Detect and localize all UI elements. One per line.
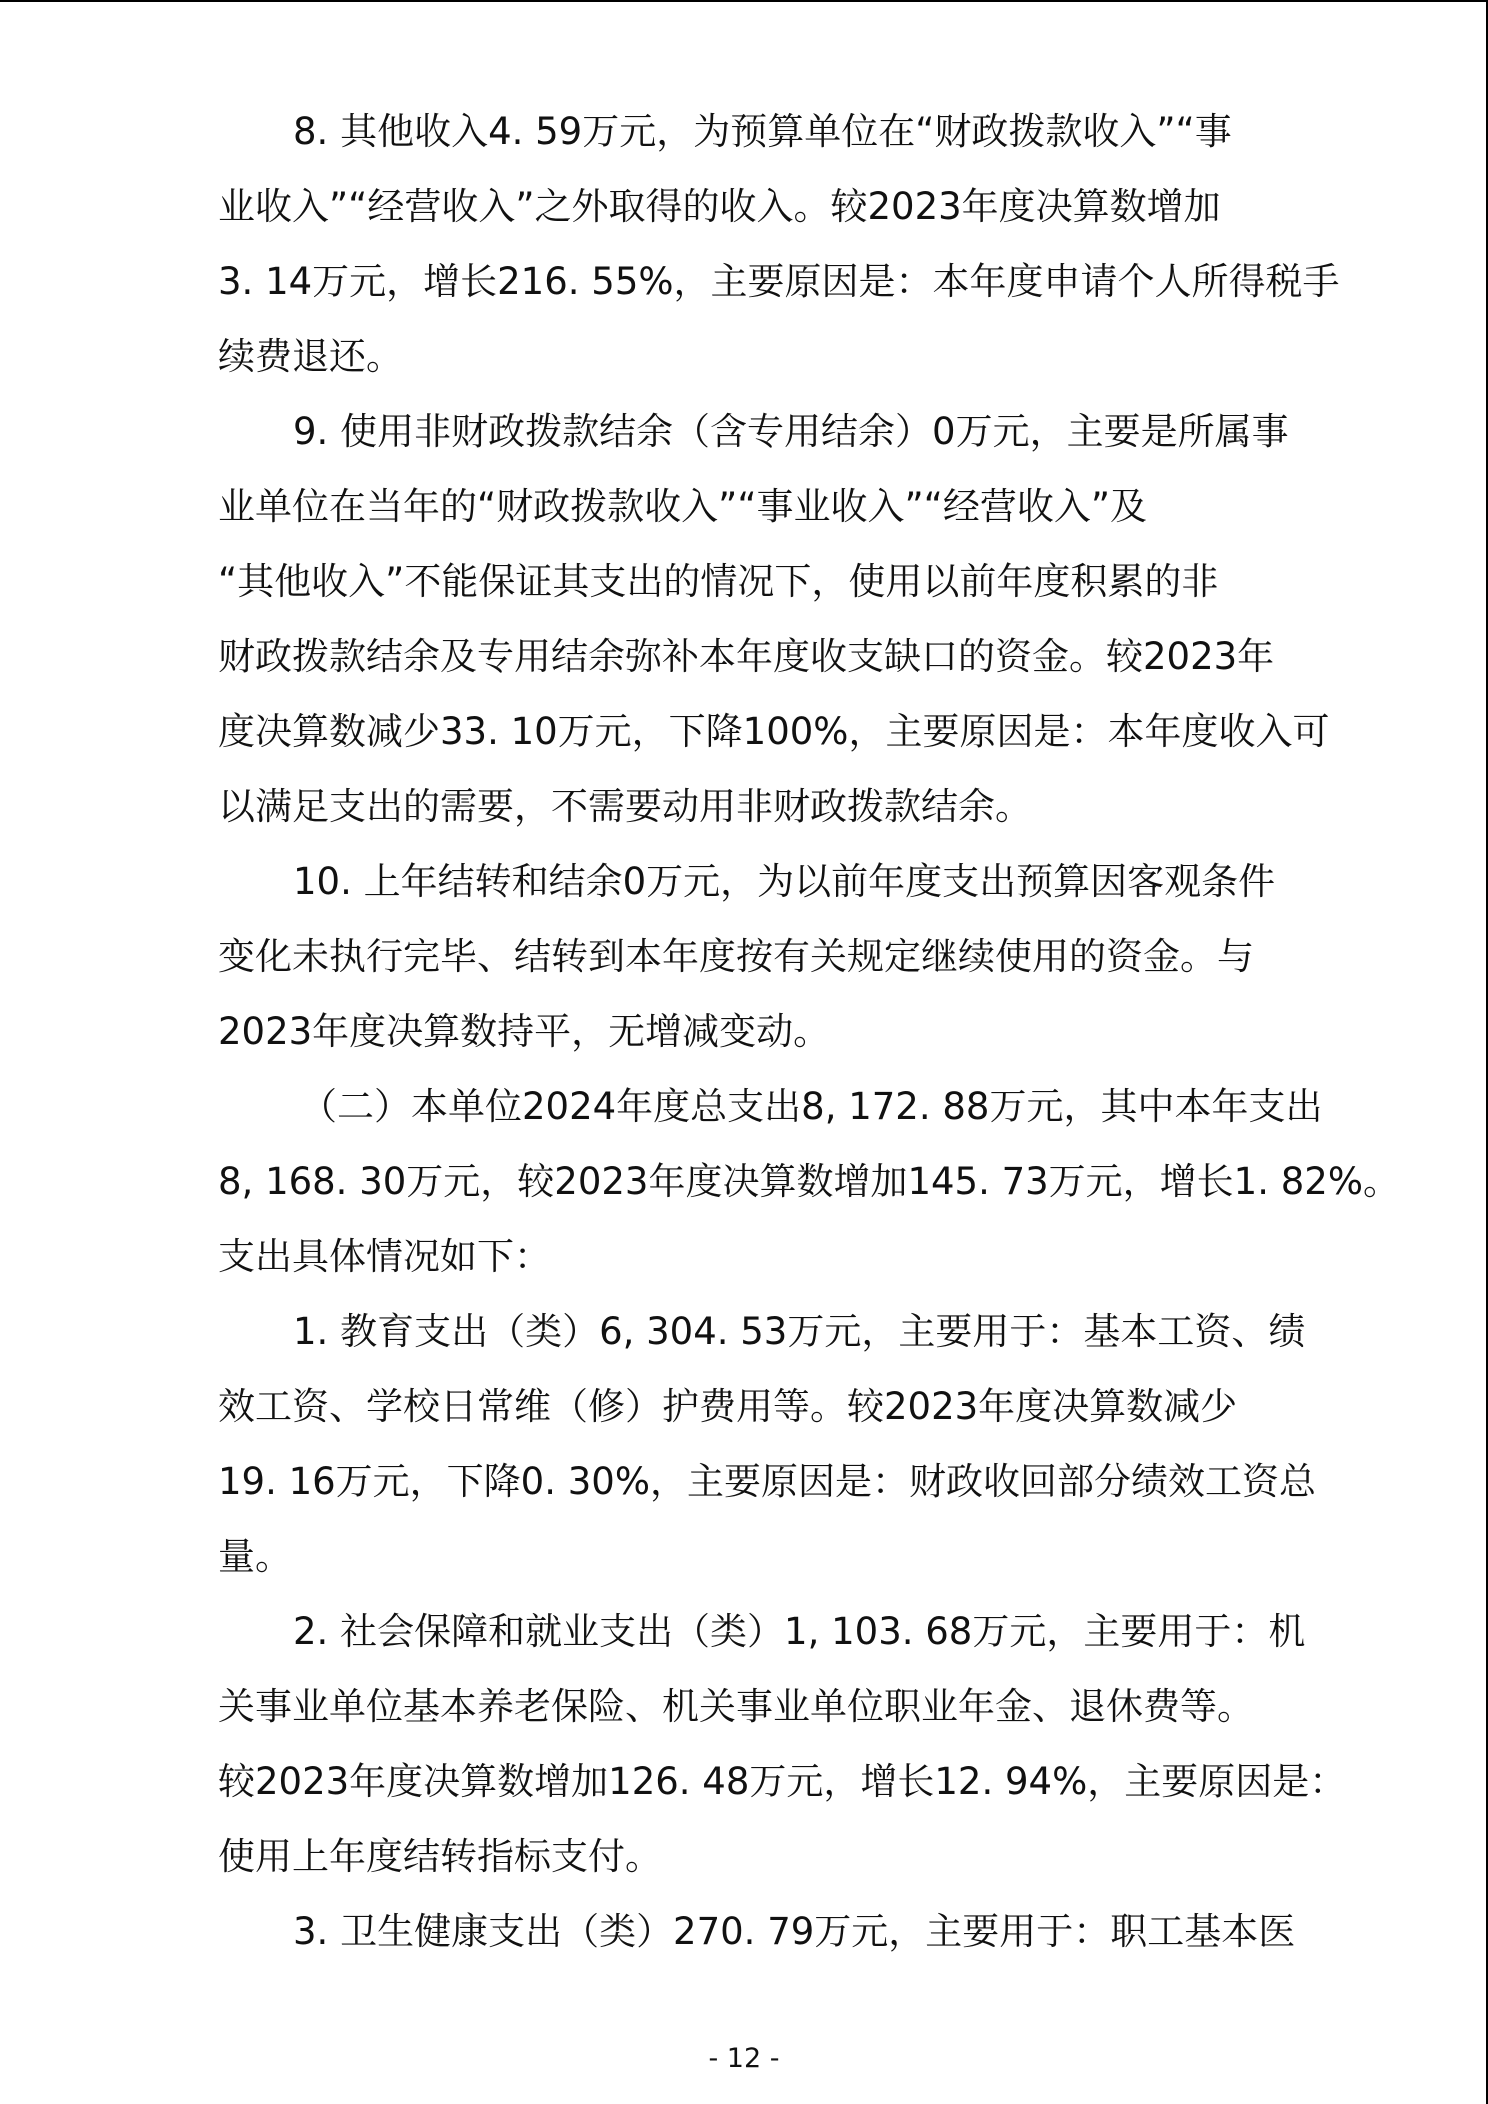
paragraph-line: （二）本单位2024年度总支出8, 172. 88万元，其中本年支出 [300, 1085, 1323, 1128]
paragraph-line: 业单位在当年的“财政拨款收入”“事业收入”“经营收入”及 [218, 485, 1148, 528]
paragraph-line: 8. 其他收入4. 59万元，为预算单位在“财政拨款收入”“事 [293, 110, 1232, 153]
paragraph-line: 以满足支出的需要，不需要动用非财政拨款结余。 [218, 785, 1032, 828]
paragraph-line: 续费退还。 [218, 335, 403, 378]
paragraph-line: 3. 14万元，增长216. 55%，主要原因是：本年度申请个人所得税手 [218, 260, 1340, 303]
paragraph-line: 量。 [218, 1535, 292, 1578]
paragraph-line: 10. 上年结转和结余0万元，为以前年度支出预算因客观条件 [293, 860, 1276, 903]
body-text [218, 94, 1400, 1969]
paragraph-line: 2. 社会保障和就业支出（类）1, 103. 68万元，主要用于：机 [293, 1610, 1306, 1653]
paragraph-line: 财政拨款结余及专用结余弥补本年度收支缺口的资金。较2023年 [218, 635, 1275, 678]
paragraph-line: 变化未执行完毕、结转到本年度按有关规定继续使用的资金。与 [218, 935, 1254, 978]
paragraph-line: 关事业单位基本养老保险、机关事业单位职业年金、退休费等。 [218, 1685, 1254, 1728]
paragraph-line: 8, 168. 30万元，较2023年度决算数增加145. 73万元，增长1. 82%。 [218, 1160, 1400, 1203]
page-number: - 12 - [708, 2043, 780, 2074]
paragraph-line: 9. 使用非财政拨款结余（含专用结余）0万元，主要是所属事 [293, 410, 1289, 453]
paragraph-line: 效工资、学校日常维（修）护费用等。较2023年度决算数减少 [218, 1385, 1238, 1428]
paragraph-line: 1. 教育支出（类）6, 304. 53万元，主要用于：基本工资、绩 [293, 1310, 1306, 1353]
paragraph-line: 3. 卫生健康支出（类）270. 79万元，主要用于：职工基本医 [293, 1910, 1296, 1953]
paragraph-line: 2023年度决算数持平，无增减变动。 [218, 1010, 831, 1053]
paragraph-line: “其他收入”不能保证其支出的情况下，使用以前年度积累的非 [218, 560, 1219, 603]
paragraph-line: 度决算数减少33. 10万元，下降100%，主要原因是：本年度收入可 [218, 710, 1330, 753]
paragraph-line: 支出具体情况如下： [218, 1235, 551, 1278]
paragraph-line: 使用上年度结转指标支付。 [218, 1835, 662, 1878]
paragraph-line: 较2023年度决算数增加126. 48万元，增长12. 94%，主要原因是： [218, 1760, 1347, 1803]
paragraph-line: 业收入”“经营收入”之外取得的收入。较2023年度决算数增加 [218, 185, 1221, 228]
paragraph-line: 19. 16万元，下降0. 30%，主要原因是：财政收回部分绩效工资总 [218, 1460, 1316, 1503]
